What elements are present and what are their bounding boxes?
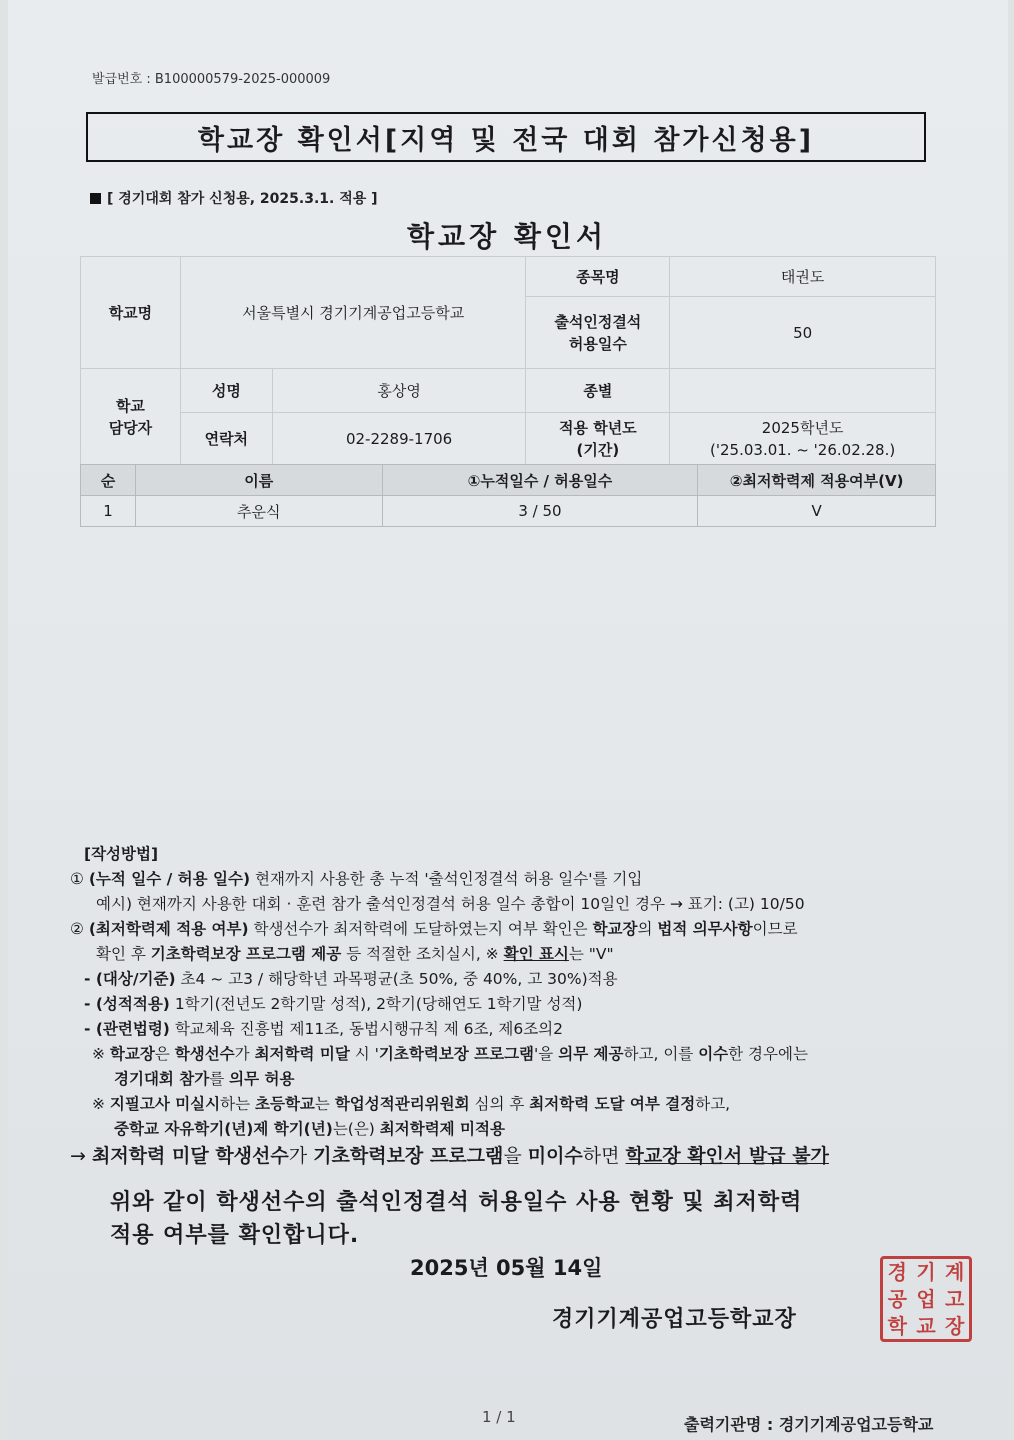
instruction-note-1: ※ 학교장은 학생선수가 최저학력 미달 시 '기초학력보장 프로그램'을 의무 제공하고, 이를 이수한 경우에는 xyxy=(92,1045,808,1063)
year-value: 2025학년도 ('25.03.01. ~ '26.02.28.) xyxy=(670,413,936,465)
event-value xyxy=(670,369,936,413)
header-no: 순 xyxy=(81,465,136,496)
name-label: 성명 xyxy=(180,369,272,413)
instruction-line-2: ② (최저학력제 적용 여부) 학생선수가 최저학력에 도달하였는지 여부 확인은 학교장의 법적 의무사항이므로 xyxy=(70,920,798,938)
instruction-note-2: ※ 지필고사 미실시하는 초등학교는 학업성적관리위원회 심의 후 최저학력 도달 여부 결정하고, xyxy=(92,1095,731,1113)
notice-text: [ 경기대회 참가 신청용, 2025.3.1. 적용 ] xyxy=(107,191,378,207)
header-applied: ②최저학력제 적용여부(V) xyxy=(698,465,936,496)
square-bullet-icon xyxy=(90,193,101,204)
allowed-days-value: 50 xyxy=(670,297,936,369)
row-applied: V xyxy=(698,496,936,527)
instruction-note-1b: 경기대회 참가를 의무 허용 xyxy=(114,1070,295,1088)
instruction-line-2b: 확인 후 기초학력보장 프로그램 제공 등 적절한 조치실시, ※ 확인 표시는 "V" xyxy=(96,945,614,963)
info-table xyxy=(80,256,936,465)
year-label: 적용 학년도 (기간) xyxy=(526,413,670,465)
table-header-row xyxy=(81,465,936,496)
issue-date: 2025년 05월 14일 xyxy=(410,1256,603,1280)
document-title: 학교장 확인서 xyxy=(406,220,608,253)
student-list-table xyxy=(80,464,936,527)
contact-value: 02-2289-1706 xyxy=(272,413,526,465)
table-row xyxy=(81,496,936,527)
confirmation-line-2: 적용 여부를 확인합니다. xyxy=(110,1223,360,1248)
page-number: 1 / 1 xyxy=(482,1408,516,1426)
instructions xyxy=(70,842,970,1169)
manager-label: 학교 담당자 xyxy=(81,369,181,465)
row-no: 1 xyxy=(81,496,136,527)
instruction-grades: - (성적적용) 1학기(전년도 2학기말 성적), 2학기(당해연도 1학기말 성적) xyxy=(84,995,583,1013)
instruction-conclusion: → 최저학력 미달 학생선수가 기초학력보장 프로그램을 미이수하면 학교장 확인서 발급 불가 xyxy=(70,1145,829,1167)
instruction-note-2b: 중학교 자유학기(년)제 학기(년)는(은) 최저학력제 미적용 xyxy=(114,1120,505,1138)
row-name: 추운식 xyxy=(135,496,382,527)
school-label: 학교명 xyxy=(81,257,181,369)
allowed-days-label: 출석인정결석 허용일수 xyxy=(526,297,670,369)
instruction-example: 예시) 현재까지 사용한 대회 · 훈련 참가 출석인정결석 허용 일수 총합이 10일인 경우 → 표기: (고) 10/50 xyxy=(96,895,805,913)
confirmation-line-1: 위와 같이 학생선수의 출석인정결석 허용일수 사용 현황 및 최저학력 xyxy=(110,1190,803,1215)
header-days: ①누적일수 / 허용일수 xyxy=(382,465,698,496)
name-value: 홍상영 xyxy=(272,369,526,413)
printing-institution: 출력기관명 : 경기기계공업고등학교 xyxy=(684,1415,934,1434)
main-title xyxy=(86,112,926,162)
header-name: 이름 xyxy=(135,465,382,496)
school-value: 서울특별시 경기기계공업고등학교 xyxy=(180,257,526,369)
contact-label: 연락처 xyxy=(180,413,272,465)
event-label: 종별 xyxy=(526,369,670,413)
notice xyxy=(90,188,378,208)
sport-label: 종목명 xyxy=(526,257,670,297)
instruction-line-1: ① (누적 일수 / 허용 일수) 현재까지 사용한 총 누적 '출석인정결석 허용 일수'를 기입 xyxy=(70,870,643,888)
row-days: 3 / 50 xyxy=(382,496,698,527)
confirmation-statement xyxy=(110,1186,802,1252)
sport-value: 태권도 xyxy=(670,257,936,297)
instruction-laws: - (관련법령) 학교체육 진흥법 제11조, 동법시행규칙 제 6조, 제6조의2 xyxy=(84,1020,564,1038)
principal-name: 경기기계공업고등학교장 xyxy=(552,1307,797,1332)
instructions-heading: [작성방법] xyxy=(84,845,159,863)
instruction-target: - (대상/기준) 초4 ~ 고3 / 해당학년 과목평균(초 50%, 중 40%, 고 30%)적용 xyxy=(84,970,618,988)
main-title-text: 학교장 확인서[지역 및 전국 대회 참가신청용] xyxy=(197,124,815,156)
issue-number: 발급번호 : B100000579-2025-000009 xyxy=(92,72,331,87)
official-seal-stamp: 경 기 계 공 업 고 학 교 장 xyxy=(880,1256,972,1342)
